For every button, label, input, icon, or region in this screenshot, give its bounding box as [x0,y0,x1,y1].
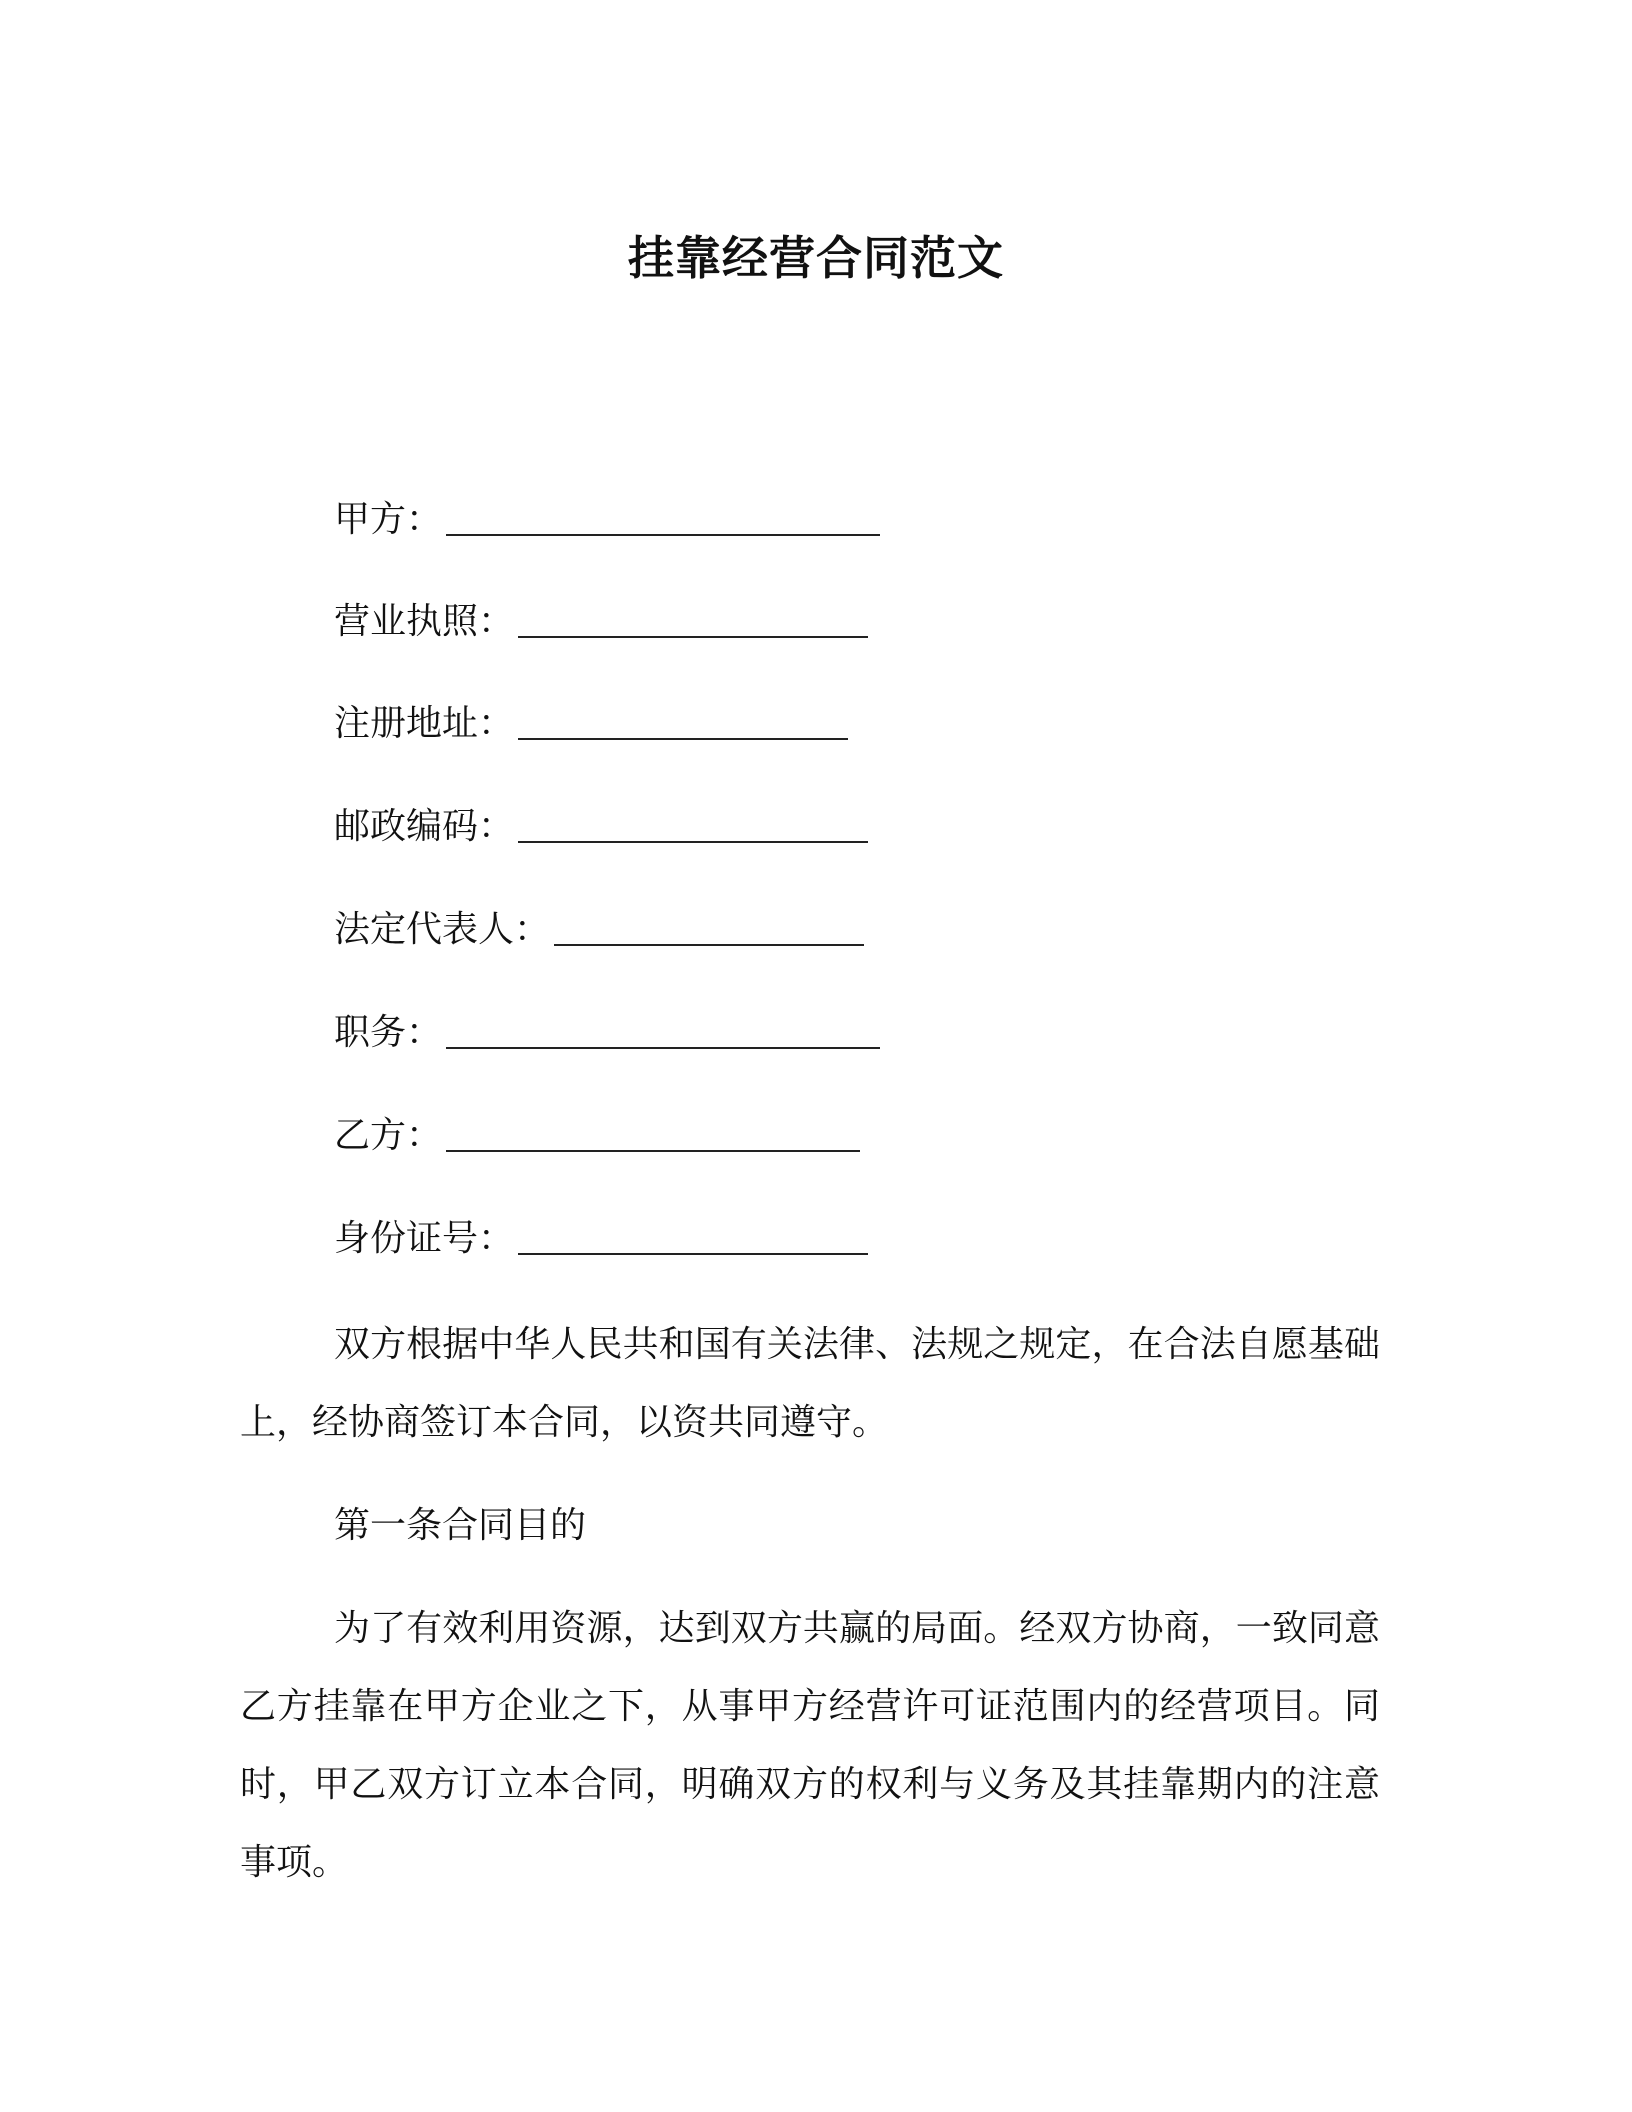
field-party-b [334,1112,860,1160]
blank-line [518,811,868,843]
blank-line [446,1017,880,1049]
field-postal-code [334,803,868,851]
blank-line [554,914,864,946]
field-id-number [334,1215,868,1263]
field-business-license [334,598,868,646]
field-registered-address [334,700,848,748]
field-label: 身份证号： [334,1218,515,1259]
blank-line [446,1120,860,1152]
blank-line [518,606,868,638]
blank-line [446,504,880,536]
field-label: 营业执照： [334,601,515,642]
field-party-a [334,496,880,544]
blank-line [518,708,848,740]
field-legal-representative [334,906,864,954]
field-position [334,1009,880,1057]
article-1-heading: 第一条合同目的 [334,1505,587,1546]
document-title: 挂靠经营合同范文 [628,231,1004,285]
field-label: 注册地址： [334,703,515,744]
field-label: 乙方： [334,1115,443,1156]
article-1-body: 为了有效利用资源，达到双方共赢的局面。经双方协商，一致同意乙方挂靠在甲方企业之下，从事甲方经营许可证范围内的经营项目。同时，甲乙双方订立本合同，明确双方的权利与义务及其挂靠期内的注意事项。 [240,1608,1380,1883]
blank-line [518,1223,868,1255]
field-label: 甲方： [334,499,443,540]
field-label: 法定代表人： [334,909,551,950]
intro-paragraph: 双方根据中华人民共和国有关法律、法规之规定，在合法自愿基础上，经协商签订本合同，以资共同遵守。 [240,1324,1380,1443]
field-label: 邮政编码： [334,806,515,847]
field-label: 职务： [334,1012,443,1053]
